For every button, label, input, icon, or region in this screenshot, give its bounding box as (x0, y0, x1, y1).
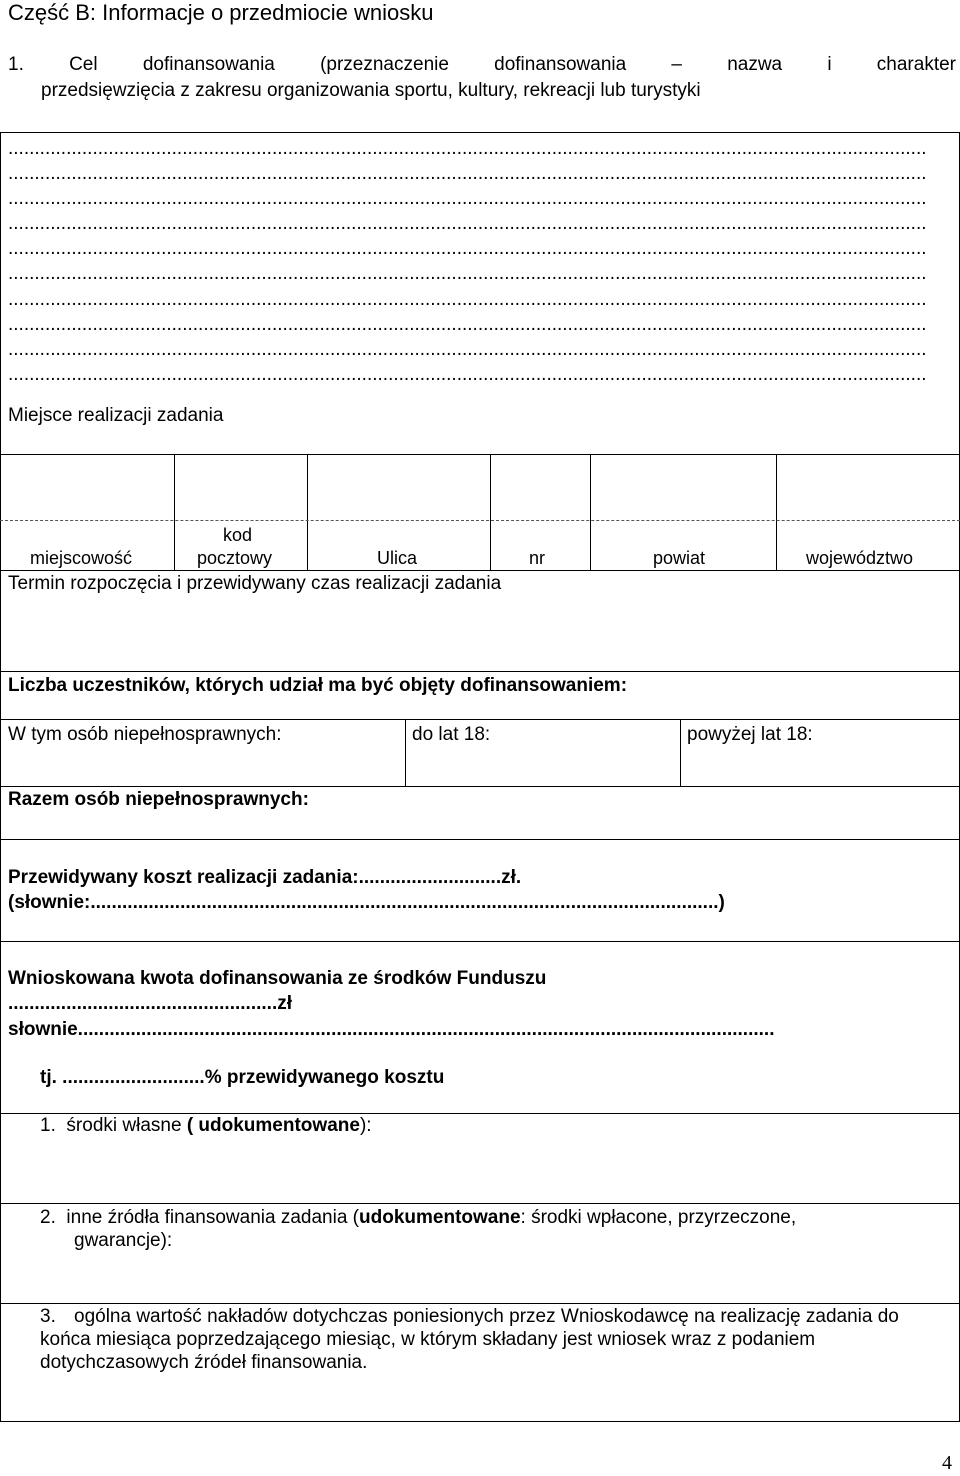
srodki-3-line1: ogólna wartość nakładów dotychczas poniesionych przez Wnioskodawcę na realizację zadania do (74, 1306, 899, 1327)
dotted-line[interactable]: .............................................................................................................................................................................. (8, 188, 927, 209)
srodki-3-line3: dotychczasowych źródeł finansowania. (40, 1352, 368, 1373)
page-number: 4 (942, 1452, 952, 1474)
srodki-1-text: środki własne (66, 1115, 187, 1136)
kwota-line2: ...................................................zł (8, 993, 292, 1014)
divider (0, 671, 960, 672)
kwota-line4: tj. ...........................% przewidywanego kosztu (40, 1067, 445, 1088)
srodki-3-number: 3. (40, 1306, 56, 1327)
label-powiat: powiat (653, 548, 706, 568)
koszt-line1: Przewidywany koszt realizacji zadania:...........................zł. (8, 867, 522, 888)
item1-word: nazwa (727, 54, 783, 75)
srodki-1-bold: ( udokumentowane (186, 1115, 360, 1136)
column-separator (405, 719, 406, 786)
do-lat-label: do lat 18: (412, 724, 491, 745)
srodki-1-number: 1. (40, 1115, 56, 1136)
srodki-3-line2: końca miesiąca poprzedzającego miesiąc, w którym składany jest wniosek wraz z podaniem (40, 1329, 816, 1350)
item1-word: – (671, 54, 682, 75)
item1-word: i (827, 54, 832, 75)
srodki-1-end: ): (359, 1115, 372, 1136)
divider (0, 839, 960, 840)
location-input-line[interactable] (0, 520, 960, 521)
item1-word: Cel (69, 54, 98, 75)
dotted-line[interactable]: .............................................................................................................................................................................. (8, 163, 927, 184)
item1-word: dofinansowania (494, 54, 627, 75)
srodki-1 (40, 1115, 372, 1137)
column-separator (307, 454, 308, 570)
dotted-line[interactable]: .............................................................................................................................................................................. (8, 289, 927, 310)
item1-word: charakter (876, 54, 956, 75)
srodki-2-bold: udokumentowane (359, 1207, 521, 1228)
item1-text (8, 52, 956, 104)
section-title: Część B: Informacje o przedmiocie wniosku (8, 0, 434, 25)
label-kod-line1: kod (223, 525, 253, 545)
divider (0, 1303, 960, 1304)
label-wojewodztwo: województwo (806, 548, 914, 568)
dotted-line[interactable]: .............................................................................................................................................................................. (8, 364, 927, 385)
item1-line1 (8, 52, 956, 78)
srodki-2-line2: gwarancje): (74, 1230, 173, 1251)
item1-number: 1. (8, 54, 24, 75)
termin-label: Termin rozpoczęcia i przewidywany czas realizacji zadania (8, 573, 502, 594)
divider (0, 719, 960, 720)
srodki-2-number: 2. (40, 1207, 56, 1228)
srodki-2-end: : środki wpłacone, przyrzeczone, (520, 1207, 797, 1228)
column-separator (490, 454, 491, 570)
divider (0, 570, 960, 571)
dotted-line[interactable]: .............................................................................................................................................................................. (8, 339, 927, 360)
srodki-2-text: inne źródła finansowania zadania ( (66, 1207, 360, 1228)
dotted-line[interactable]: .............................................................................................................................................................................. (8, 263, 927, 284)
item1-word: dofinansowania (142, 54, 275, 75)
column-separator (776, 454, 777, 570)
column-separator (174, 454, 175, 570)
column-separator (590, 454, 591, 570)
label-nr: nr (529, 548, 546, 568)
divider (0, 1203, 960, 1204)
razem-label: Razem osób niepełnosprawnych: (8, 789, 309, 810)
koszt-line2: (słownie:.......................................................................................................................) (8, 892, 725, 913)
dotted-line[interactable]: .............................................................................................................................................................................. (8, 213, 927, 234)
item1-line2: przedsięwzięcia z zakresu organizowania sportu, kultury, rekreacji lub turystyki (41, 80, 701, 101)
location-title: Miejsce realizacji zadania (8, 405, 224, 426)
divider (0, 786, 960, 787)
divider (0, 941, 960, 942)
w-tym-label: W tym osób niepełnosprawnych: (8, 724, 282, 745)
dotted-line[interactable]: .............................................................................................................................................................................. (8, 314, 927, 335)
srodki-2 (40, 1207, 796, 1229)
divider (0, 454, 960, 455)
divider (0, 1113, 960, 1114)
label-kod-line2: pocztowy (197, 548, 273, 568)
column-separator (680, 719, 681, 786)
powyzej-label: powyżej lat 18: (687, 724, 813, 745)
item1-word: (przeznaczenie (320, 54, 449, 75)
kwota-line3: słownie.................................................................................................................................... (8, 1019, 775, 1040)
label-miejscowosc: miejscowość (30, 548, 133, 568)
dotted-line[interactable]: .............................................................................................................................................................................. (8, 138, 927, 159)
dotted-line[interactable]: .............................................................................................................................................................................. (8, 238, 927, 259)
kwota-line1: Wnioskowana kwota dofinansowania ze środków Funduszu (8, 968, 547, 989)
uczestnicy-label: Liczba uczestników, których udział ma być objęty dofinansowaniem: (8, 675, 628, 696)
label-ulica: Ulica (377, 548, 418, 568)
